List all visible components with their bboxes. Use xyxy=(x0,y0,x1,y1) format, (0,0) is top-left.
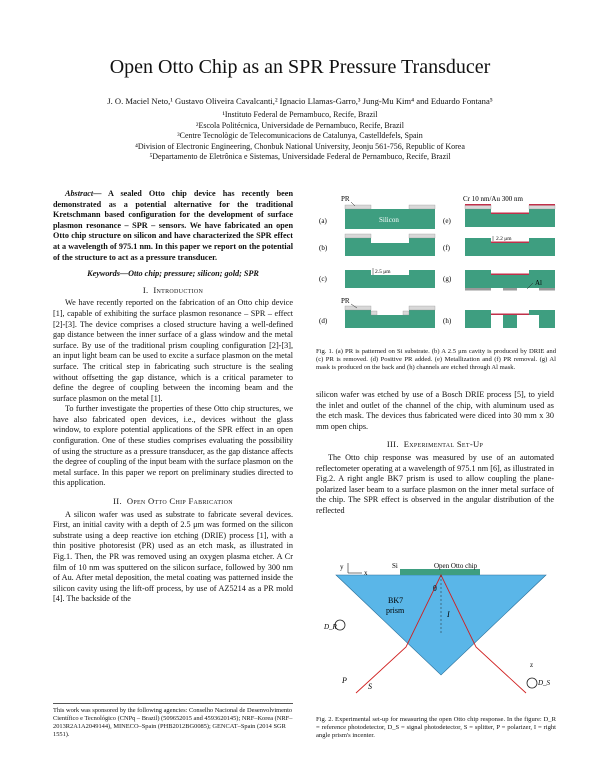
fabrication-paragraph-2: silicon wafer was etched by use of a Bosch DRIE process [5], to yield the inlet and outlet of the channel of the chip, with aluminum used as the etch mask. The devices thus fabricated were diced into 30 mm x 30 mm open chips. xyxy=(316,390,554,431)
cr-au-label: Cr 10 nm/Au 300 nm xyxy=(463,195,523,203)
theta-label: θ xyxy=(433,584,437,593)
pr-label-2: PR xyxy=(341,297,350,305)
ds-label: D_S xyxy=(538,679,551,687)
section-heading-introduction: I. Introduction xyxy=(142,284,204,295)
aluminum-mask xyxy=(465,288,491,291)
affiliations xyxy=(20,110,580,163)
affiliation-3: ³Centre Tecnològic de Telecomunicacions de Catalunya, Castelldefels, Spain xyxy=(177,131,423,141)
metal-layer xyxy=(491,213,529,215)
al-label: Al xyxy=(535,279,542,287)
photoresist xyxy=(409,205,435,209)
photoresist xyxy=(403,311,409,315)
panel-label-a: (a) xyxy=(319,217,327,225)
affiliation-5: ⁵Departamento de Eletrônica e Sistemas, Universidade Federal de Pernambuco, Recife, Brazil xyxy=(149,152,451,162)
section-heading-fabrication: II. Open Otto Chip Fabrication xyxy=(113,496,233,507)
x-axis-label: x xyxy=(364,569,368,577)
experimental-paragraph-1: The Otto chip response was measured by use of an automated reflectometer operating at a wavelength of 975.1 nm [6], as illustrated in Fig.2. A right angle BK7 prism is used to allow coupling the plane-polarized laser beam to a surface plasmon on the inner metal surface of the chip. The SPR effect is observed in the angular distribution of the reflected xyxy=(316,452,554,515)
abstract-text: — A sealed Otto chip device has recently been demonstrated as a potential alternative for the traditional Kretschmann based configuration for the development of surface plasmon resonance – SPR – sensors. We have fabricated an open Otto chip structure on silicon and have characterized the SPR effect at a wavelength of 975.1 nm. In this paper we report on the potential of the structure to act as a pressure transducer. xyxy=(53,189,293,262)
silicon-cavity xyxy=(345,238,435,256)
splitter-label: S xyxy=(368,682,372,691)
figure-2-caption: Fig. 2. Experimental set-up for measuring the open Otto chip response. In the figure: D_R = reference photodetector, D_S = signal photodetector, S = splitter, P = polarizer, I = right angle prism's incenter. xyxy=(316,716,556,740)
silicon-label: Silicon xyxy=(379,216,399,224)
affiliation-1: ¹Instituto Federal de Pernambuco, Recife, Brazil xyxy=(222,110,378,119)
intro-paragraph-1: We have recently reported on the fabrication of an Otto chip device [1], capable of exhibiting the surface plasmon resonance – SPR – effect [2]-[3]. The device comprises a closed structure having a well-defined gap distance between the inner surface of a glass window and the metal surface. By use of the traditional prism coupling configuration [2]-[3], an input light beam can be used to excite a surface plasmon on the metal surface. The critical step in fabricating such structure is the sealing without offsetting the gap distance, which is a critical parameter to define the degree of coupling between the incoming beam and the surface plasmon on the metal [1]. xyxy=(53,298,293,403)
fig1-panel-c xyxy=(319,268,435,288)
pr-label: PR xyxy=(341,195,350,203)
panel-label-f: (f) xyxy=(443,244,450,252)
panel-label-b: (b) xyxy=(319,244,328,252)
panel-label-e: (e) xyxy=(443,217,451,225)
fig1-panel-d xyxy=(319,297,435,328)
photoresist xyxy=(409,306,435,310)
photoresist xyxy=(465,205,491,209)
photoresist xyxy=(409,234,435,238)
figure-2-setup-diagram xyxy=(316,563,556,713)
section-heading-experimental: III. Experimental Set-Up xyxy=(386,439,484,450)
panel-label-g: (g) xyxy=(443,275,452,283)
abstract xyxy=(53,189,293,263)
y-axis-label: y xyxy=(340,563,344,571)
polarizer-label: P xyxy=(342,676,347,685)
abstract-label: Abstract xyxy=(65,189,94,198)
metal-layer xyxy=(465,204,491,206)
photoresist xyxy=(345,306,371,310)
fig1-panel-f xyxy=(443,236,555,256)
fabrication-paragraph-1: A silicon wafer was used as substrate to fabricate several devices. First, an initial cavity with a depth of 2.5 μm was formed on the silicon substrate using a deep reactive ion etching (DRIE) process [1], with a thin positive photoresist (PR) used as an etch mask, as illustrated in Fig.1. Then, the PR was removed using an oxygen plasma etcher. A Cr film of 10 nm was sputtered on the silicon surface, followed by 300 nm of Au. After metal deposition, the metal coating was patterned inside the silicon cavity using the lift-off process, by use of AZ5214 as a PR mold [4]. The backside of the xyxy=(53,509,293,604)
photoresist xyxy=(371,311,377,315)
prism-label-2: prism xyxy=(386,606,405,615)
paper-title: Open Otto Chip as an SPR Pressure Transducer xyxy=(109,56,491,78)
panel-label-c: (c) xyxy=(319,275,327,283)
si-label: Si xyxy=(392,563,398,570)
z-axis-label: z xyxy=(530,661,534,669)
right-column xyxy=(316,390,554,517)
figure-1-process-diagram xyxy=(313,193,559,343)
aluminum-mask xyxy=(539,288,555,291)
author-list: J. O. Maciel Neto,¹ Gustavo Oliveira Cavalcanti,² Ignacio Llamas-Garro,³ Jung-Mu Kim⁴ and Eduardo Fontana⁵ xyxy=(107,96,493,106)
signal-detector xyxy=(527,678,551,688)
left-column xyxy=(53,189,293,605)
metal-layer xyxy=(529,204,555,206)
affiliation-2: ²Escola Politécnica, Universidade de Pernambuco, Recife, Brazil xyxy=(196,120,404,130)
dr-label: D_R xyxy=(324,623,337,631)
photoresist xyxy=(345,234,371,238)
fig1-panel-a xyxy=(319,195,435,229)
chip-label: Open Otto chip xyxy=(434,563,478,570)
fig1-panel-g xyxy=(443,270,555,291)
silicon-cavity xyxy=(345,310,435,328)
panel-label-h: (h) xyxy=(443,317,452,325)
gap-label: 2.2 μm xyxy=(496,236,512,242)
keywords: Keywords—Otto chip; pressure; silicon; gold; SPR xyxy=(87,269,259,279)
fig1-panel-e xyxy=(443,195,555,227)
fig1-panel-h xyxy=(443,310,555,328)
prism-label-1: BK7 xyxy=(388,596,404,605)
affiliation-4: ⁴Division of Electronic Engineering, Chonbuk National University, Jeonju 561-756, Republic of Korea xyxy=(135,141,465,151)
reference-detector xyxy=(323,620,345,631)
photoresist xyxy=(529,205,555,209)
aluminum-mask xyxy=(503,288,517,291)
incenter-label: I xyxy=(447,610,450,619)
fig1-panel-b xyxy=(319,234,435,256)
metal-layer xyxy=(491,314,529,316)
silicon-etched-channels xyxy=(465,310,555,328)
funding-footnote: This work was sponsored by the following agencies: Conselho Nacional de Desenvolvimento Científico e Tecnológico (CNPq – Brazil) (50965​20​15 and 45​93​62​014​5); NRF–Korea (NRF–2013R2A1A2049144), MINECO–Spain (PHB2012​BG​0085); GENCAT–Spain (2014 SGR 1551). xyxy=(53,703,293,739)
metal-layer xyxy=(491,274,529,276)
silicon-cavity xyxy=(465,209,555,227)
panel-label-d: (d) xyxy=(319,317,328,325)
intro-paragraph-2: To further investigate the properties of these Otto chip structures, we have also fabricated open devices, i.e., devices without the glass window, to explore potential applications of the SPR effect in an open configuration. One of these studies comprises evaluating the possibility of using the structure as a pressure transducer, as the gap distance affects the degree of coupling of the input beam with the surface plasmon on the metal surface. In this paper we report on preliminary studies directed to this application. xyxy=(53,404,293,488)
photoresist xyxy=(345,205,371,209)
figure-1-caption: Fig. 1. (a) PR is patterned on Si substrate. (b) A 2.5 μm cavity is produced by DRIE and (c) PR is removed. (d) Positive PR added. (e) Metallization and (f) PR removal. (g) Al mask is produced on the back and (h) channels are etched through Al mask. xyxy=(316,348,556,372)
depth-label: 2.5 μm xyxy=(375,269,391,275)
